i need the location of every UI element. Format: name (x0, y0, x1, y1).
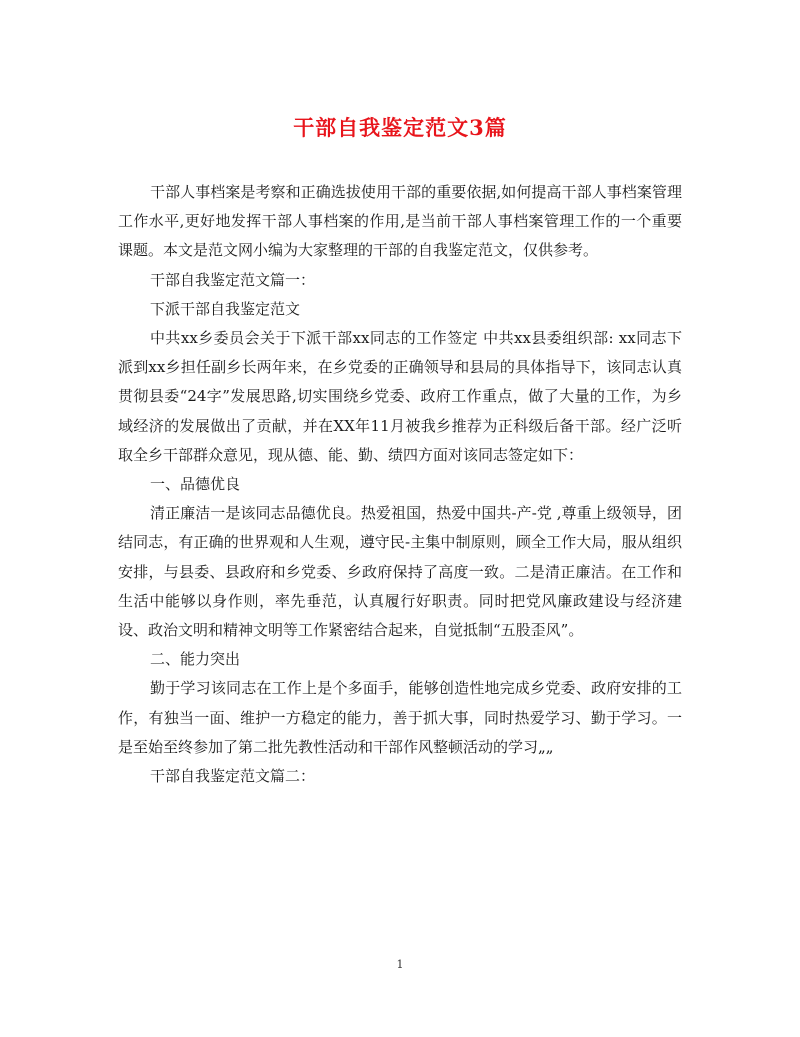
heading-good-character: 一、品德优良 (150, 475, 241, 494)
character-paragraph: 清正廉洁一是该同志品德优良。热爱祖国，热爱中国共-产-党 ,尊重上级领导，团结同志，有正确的世界观和人生观，遵守民-主集中制原则，顾全工作大局，服从组织安排，与县委、县政府和乡党委、乡政府保持了高度一致。二是清正廉洁。在工作和生活中能够以身作则，率先垂范，认真履行好职责。同时把党风廉政建设与经济建设、政治文明和精神文明等工作紧密结合起来，自觉抵制“五股歪风”。 (118, 504, 682, 640)
appraisal-paragraph: 中共xx乡委员会关于下派干部xx同志的工作签定 中共xx县委组织部: xx同志下派到xx乡担任副乡长两年来，在乡党委的正确领导和县局的具体指导下，该同志认真贯彻县委“24字”发展思路,切实围绕乡党委、政府工作重点，做了大量的工作，为乡域经济的发展做出了贡献，并在XX年11月被我乡推荐为正科级后备干部。经广泛听取全乡干部群众意见，现从德、能、勤、绩四方面对该同志签定如下： (118, 329, 682, 464)
section-heading-part-two: 干部自我鉴定范文篇二： (150, 767, 316, 786)
heading-outstanding-ability: 二、能力突出 (150, 650, 241, 669)
subheading-dispatched-cadre: 下派干部自我鉴定范文 (150, 299, 301, 318)
document-body (118, 178, 682, 791)
page-number: 1 (396, 958, 404, 971)
intro-paragraph: 干部人事档案是考察和正确选拔使用干部的重要依据,如何提高干部人事档案管理工作水平,更好地发挥干部人事档案的作用,是当前干部人事档案管理工作的一个重要课题。本文是范文网小编为大家整理的干部的自我鉴定范文，仅供参考。 (118, 183, 682, 260)
ability-paragraph: 勤于学习该同志在工作上是个多面手，能够创造性地完成乡党委、政府安排的工作，有独当一面、维护一方稳定的能力，善于抓大事，同时热爱学习、勤于学习。一是至始至终参加了第二批先教性活动和干部作风整顿活动的学习„„ (118, 679, 682, 756)
section-heading-part-one: 干部自我鉴定范文篇一： (150, 270, 316, 289)
document-title: 干部自我鉴定范文3篇 (293, 115, 507, 140)
